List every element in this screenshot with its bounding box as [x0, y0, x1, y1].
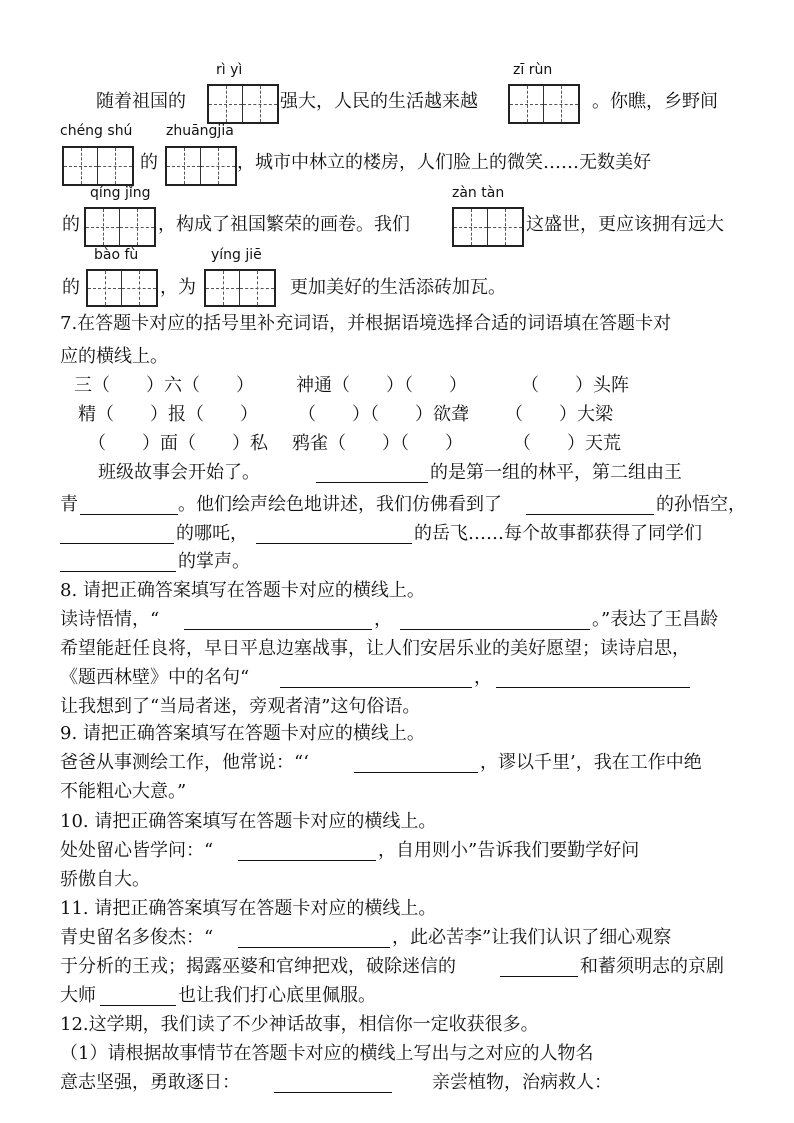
answer-line[interactable] [184, 609, 372, 630]
answer-line[interactable] [256, 523, 412, 544]
answer-line[interactable] [80, 494, 178, 515]
passage-text: 的 [62, 214, 80, 235]
q10-text: 处处留心皆学问：“ [60, 840, 214, 861]
answer-line[interactable] [280, 667, 472, 688]
passage-text: ，为 [160, 277, 196, 298]
q9-text: 爸爸从事测绘工作，他常说：“‘ [60, 752, 309, 773]
question-7-title: 7.在答题卡对应的括号里补充词语，并根据语境选择合适的词语填在答题卡对 [60, 313, 672, 334]
answer-line[interactable] [238, 840, 376, 861]
pinyin-answer-box[interactable] [207, 84, 279, 124]
question-7-title-cont: 应的横线上。 [60, 346, 168, 367]
answer-line[interactable] [100, 985, 176, 1006]
story-text: 。他们绘声绘色地讲述，我们仿佛看到了 [178, 494, 502, 515]
story-text: 的掌声。 [178, 551, 250, 572]
answer-line[interactable] [60, 523, 174, 544]
answer-line[interactable] [274, 1072, 392, 1093]
pinyin-answer-box[interactable] [165, 146, 237, 186]
pinyin-answer-box[interactable] [62, 146, 134, 186]
story-text: 的岳飞……每个故事都获得了同学们 [414, 523, 702, 544]
answer-line[interactable] [496, 667, 690, 688]
passage-text: 的 [140, 152, 158, 173]
question-10-title: 10. 请把正确答案填写在答题卡对应的横线上。 [60, 811, 437, 832]
passage-text: ，城市中林立的楼房，人们脸上的微笑……无数美好 [237, 152, 651, 173]
pinyin-riyi: rì yì [216, 62, 243, 78]
pinyin-answer-box[interactable] [508, 84, 580, 124]
q9-text: ，谬以千里’，我在工作中绝 [480, 752, 702, 773]
q10-text: ，自用则小”告诉我们要勤学好问 [378, 840, 640, 861]
pinyin-answer-box[interactable] [84, 207, 156, 247]
story-text: 的哪吒， [176, 523, 248, 544]
question-12-title: 12.这学期，我们读了不少神话故事，相信你一定收获很多。 [60, 1014, 539, 1035]
q8-text: ， [474, 667, 492, 688]
answer-line[interactable] [526, 494, 654, 515]
pinyin-answer-box[interactable] [452, 207, 524, 247]
passage-text: 更加美好的生活添砖加瓦。 [290, 277, 506, 298]
pinyin-zantan: zàn tàn [452, 185, 505, 201]
q11-text: 大师 [60, 985, 96, 1006]
q11-text: 青史留名多俊杰：“ [60, 927, 214, 948]
answer-line[interactable] [354, 752, 478, 773]
q8-text: 让我想到了“当局者迷，旁观者清”这句俗语。 [60, 696, 421, 717]
story-text: 的是第一组的林平，第二组由王 [430, 462, 682, 483]
pinyin-zhuangjia: zhuāngjia [166, 123, 234, 139]
story-text: 的孙悟空， [656, 494, 746, 515]
answer-line[interactable] [316, 462, 428, 483]
passage-text: 随着祖国的 [96, 91, 186, 112]
passage-text: 的 [62, 277, 80, 298]
idiom-row-1: 三（ ）六（ ） 神通（ ）（ ） （ ）头阵 [74, 375, 629, 396]
answer-line[interactable] [238, 927, 390, 948]
q12-subquestion: （1）请根据故事情节在答题卡对应的横线上写出与之对应的人物名 [60, 1043, 594, 1064]
story-text: 青 [60, 494, 78, 515]
question-11-title: 11. 请把正确答案填写在答题卡对应的横线上。 [60, 898, 437, 919]
q12-text: 亲尝植物，治病救人： [432, 1072, 612, 1093]
answer-line[interactable] [60, 551, 176, 572]
pinyin-answer-box[interactable] [86, 269, 158, 307]
answer-line[interactable] [400, 609, 590, 630]
q8-text: 。”表达了王昌龄 [592, 609, 719, 630]
pinyin-baofu: bào fù [94, 247, 139, 263]
q8-text: ， [374, 609, 392, 630]
q11-text: 也让我们打心底里佩服。 [178, 985, 376, 1006]
q9-text: 不能粗心大意。” [60, 781, 187, 802]
question-9-title: 9. 请把正确答案填写在答题卡对应的横线上。 [60, 723, 425, 744]
pinyin-yingjie: yíng jiē [211, 247, 262, 263]
idiom-row-2: 精（ ）报（ ） （ ）（ ）欲聋 （ ）大梁 [78, 404, 613, 425]
story-text: 班级故事会开始了。 [98, 462, 260, 483]
pinyin-answer-box[interactable] [204, 269, 276, 307]
q11-text: 于分析的王戎；揭露巫婆和官绅把戏，破除迷信的 [60, 956, 456, 977]
pinyin-chengshu: chéng shú [60, 123, 133, 139]
q12-text: 意志坚强，勇敢逐日： [60, 1072, 240, 1093]
passage-text: 强大，人民的生活越来越 [280, 91, 478, 112]
q11-text: 和蓄须明志的京剧 [580, 956, 724, 977]
q8-text: 希望能赶任良将，早日平息边塞战事，让人们安居乐业的美好愿望；读诗启思， [60, 638, 690, 659]
q8-text: 《题西林壁》中的名句“ [60, 667, 250, 688]
q11-text: ，此必苦李”让我们认识了细心观察 [392, 927, 672, 948]
pinyin-zirun: zī rùn [513, 62, 553, 78]
passage-text: 。你瞧，乡野间 [592, 91, 718, 112]
idiom-row-3: （ ）面（ ）私 鸦雀（ ）（ ） （ ）天荒 [88, 433, 621, 454]
pinyin-qingjing: qíng jǐng [90, 185, 151, 201]
answer-line[interactable] [500, 956, 578, 977]
question-8-title: 8. 请把正确答案填写在答题卡对应的横线上。 [60, 580, 425, 601]
q8-text: 读诗悟情，“ [60, 609, 160, 630]
passage-text: 这盛世，更应该拥有远大 [526, 214, 724, 235]
q10-text: 骄傲自大。 [60, 869, 150, 890]
passage-text: ，构成了祖国繁荣的画卷。我们 [158, 214, 410, 235]
